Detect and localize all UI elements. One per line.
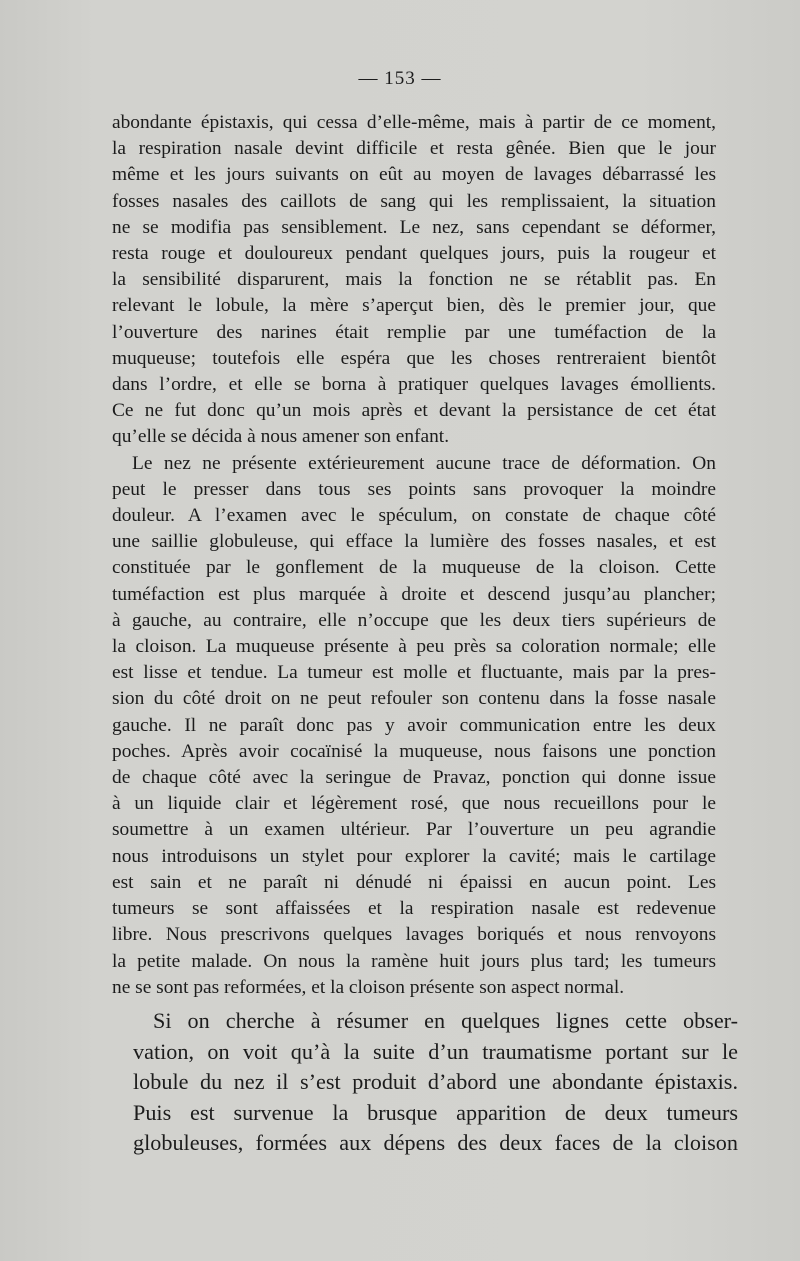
- text-line: constituée par le gonflement de la muqueuse de la cloison. Cette: [112, 557, 716, 579]
- text-line: même et les jours suivants on eût au moyen de lavages débarrassé les: [112, 164, 716, 186]
- paragraph-1: [112, 110, 716, 451]
- text-line: Ce ne fut donc qu’un mois après et devant la persistance de cet état: [112, 400, 716, 422]
- text-line: tuméfaction est plus marquée à droite et descend jusqu’au plancher;: [112, 583, 716, 605]
- text-line: à gauche, au contraire, elle n’occupe que les deux tiers supérieurs de: [112, 609, 716, 631]
- text-line: de chaque côté avec la seringue de Pravaz, ponction qui donne issue: [112, 767, 716, 789]
- text-line: globuleuses, formées aux dépens des deux faces de la cloison: [133, 1130, 738, 1156]
- text-line: ne se sont pas reformées, et la cloison présente son aspect normal.: [112, 976, 625, 998]
- text-line: sion du côté droit on ne peut refouler son contenu dans la fosse nasale: [112, 688, 716, 710]
- observation-text: [112, 110, 716, 1001]
- text-line: l’ouverture des narines était remplie par une tuméfaction de la: [112, 321, 716, 343]
- text-line: une saillie globuleuse, qui efface la lumière des fosses nasales, et est: [112, 531, 716, 553]
- text-line: lobule du nez il s’est produit d’abord une abondante épistaxis.: [133, 1069, 738, 1095]
- text-line: soumettre à un examen ultérieur. Par l’ouverture un peu agrandie: [112, 819, 716, 841]
- text-line: relevant le lobule, la mère s’aperçut bien, dès le premier jour, que: [112, 295, 716, 317]
- text-line: dans l’ordre, et elle se borna à pratiquer quelques lavages émollients.: [112, 374, 716, 396]
- text-line: muqueuse; toutefois elle espéra que les choses rentreraient bientôt: [112, 347, 716, 369]
- text-line: qu’elle se décida à nous amener son enfant.: [112, 426, 450, 448]
- text-line: libre. Nous prescrivons quelques lavages boriqués et nous renvoyons: [112, 924, 716, 946]
- text-line: la petite malade. On nous la ramène huit jours plus tard; les tumeurs: [112, 950, 716, 972]
- text-line: gauche. Il ne paraît donc pas y avoir communication entre les deux: [112, 714, 716, 736]
- text-line: Le nez ne présente extérieurement aucune trace de déformation. On: [132, 452, 716, 474]
- text-line: poches. Après avoir cocaïnisé la muqueuse, nous faisons une ponction: [112, 740, 716, 762]
- text-line: douleur. A l’examen avec le spéculum, on constate de chaque côté: [112, 505, 716, 527]
- text-line: la sensibilité disparurent, mais la fonction ne se rétablit pas. En: [112, 269, 716, 291]
- text-line: nous introduisons un stylet pour explorer la cavité; mais le cartilage: [112, 845, 716, 867]
- text-line: est sain et ne paraît ni dénudé ni épaissi en aucun point. Les: [112, 871, 716, 893]
- summary-paragraph: [133, 1006, 738, 1159]
- text-line: Puis est survenue la brusque apparition de deux tumeurs: [133, 1099, 738, 1125]
- text-line: ne se modifia pas sensiblement. Le nez, sans cependant se déformer,: [112, 216, 716, 238]
- text-line: la respiration nasale devint difficile et resta gênée. Bien que le jour: [112, 138, 716, 160]
- text-line: à un liquide clair et légèrement rosé, que nous recueillons pour le: [112, 793, 716, 815]
- text-line: vation, on voit qu’à la suite d’un traumatisme portant sur le: [133, 1038, 738, 1064]
- text-line: abondante épistaxis, qui cessa d’elle-même, mais à partir de ce moment,: [112, 112, 716, 133]
- text-line: resta rouge et douloureux pendant quelques jours, puis la rougeur et: [112, 243, 716, 265]
- text-line: peut le presser dans tous ses points sans provoquer la moindre: [112, 478, 716, 500]
- paragraph-2: [112, 451, 716, 1001]
- text-line: tumeurs se sont affaissées et la respiration nasale est redevenue: [112, 898, 716, 920]
- page-number: — 153 —: [358, 68, 442, 89]
- text-line: la cloison. La muqueuse présente à peu près sa coloration normale; elle: [112, 636, 716, 658]
- text-line: est lisse et tendue. La tumeur est molle et fluctuante, mais par la pres-: [112, 662, 716, 684]
- text-line: Si on cherche à résumer en quelques lignes cette obser-: [153, 1008, 738, 1033]
- text-line: fosses nasales des caillots de sang qui les remplissaient, la situation: [112, 190, 716, 212]
